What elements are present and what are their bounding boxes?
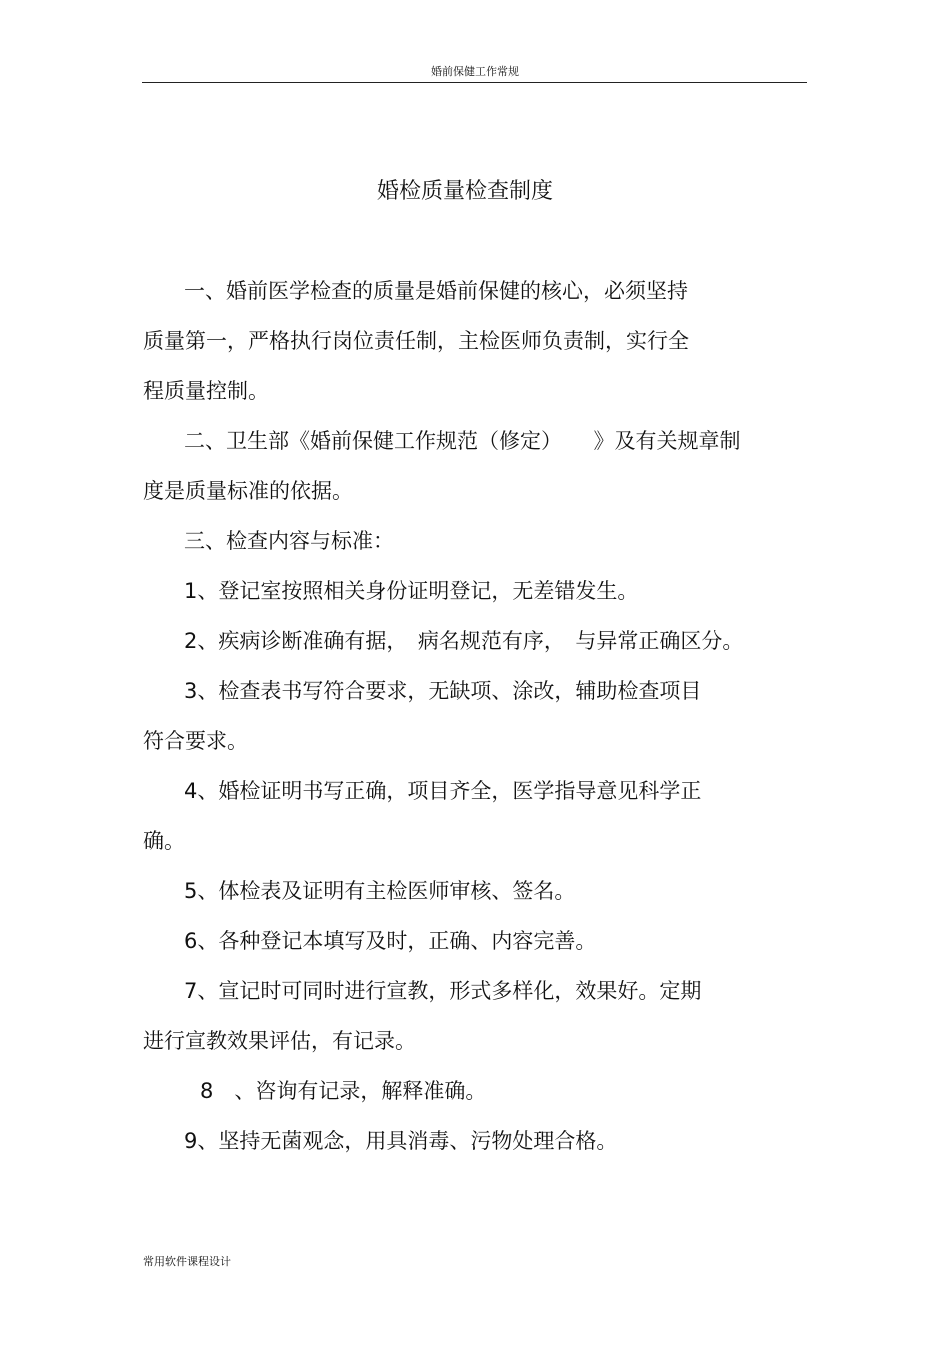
body-line: 三、检查内容与标准：	[184, 529, 394, 553]
document-title: 婚检质量检查制度	[376, 179, 553, 204]
body-line: 8 、咨询有记录，解释准确。	[200, 1079, 487, 1103]
body-line: 5、体检表及证明有主检医师审核、签名。	[184, 879, 576, 903]
body-line: 程质量控制。	[143, 379, 269, 403]
page-header: 婚前保健工作常规	[431, 65, 519, 78]
body-line: 1、登记室按照相关身份证明登记，无差错发生。	[184, 579, 639, 603]
body-line: 进行宣教效果评估，有记录。	[143, 1029, 416, 1053]
body-line: 符合要求。	[143, 729, 248, 753]
header-rule	[142, 82, 807, 83]
body-line: 二、卫生部《婚前保健工作规范（修定） 》及有关规章制	[184, 429, 741, 453]
body-line: 3、检查表书写符合要求，无缺项、涂改，辅助检查项目	[184, 679, 702, 703]
body-line: 2、疾病诊断准确有据， 病名规范有序， 与异常正确区分。	[184, 629, 744, 653]
body-line: 确。	[143, 829, 185, 853]
body-line: 一、婚前医学检查的质量是婚前保健的核心，必须坚持	[184, 279, 688, 303]
body-line: 7、宣记时可同时进行宣教，形式多样化，效果好。定期	[184, 979, 702, 1003]
body-line: 6、各种登记本填写及时，正确、内容完善。	[184, 929, 597, 953]
body-line: 4、婚检证明书写正确，项目齐全，医学指导意见科学正	[184, 779, 702, 803]
body-line: 9、坚持无菌观念，用具消毒、污物处理合格。	[184, 1129, 618, 1153]
body-line: 度是质量标准的依据。	[143, 479, 353, 503]
body-line: 质量第一，严格执行岗位责任制，主检医师负责制，实行全	[143, 329, 689, 353]
page-footer: 常用软件课程设计	[143, 1255, 231, 1268]
